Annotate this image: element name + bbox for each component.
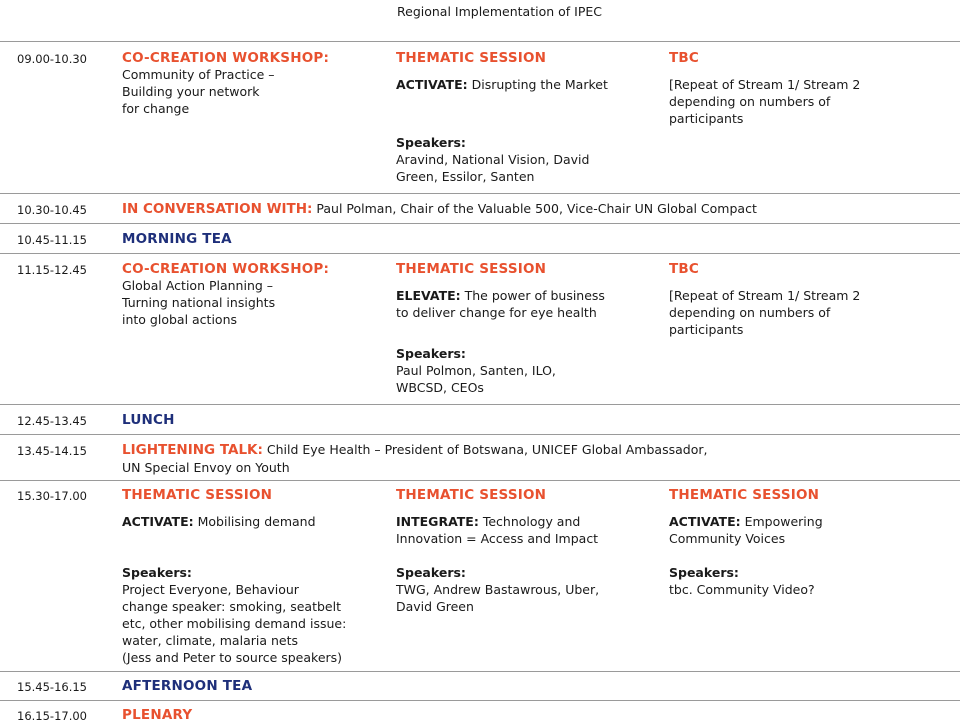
session-heading: THEMATIC SESSION: [396, 261, 547, 277]
topic-text: The power of business to deliver change for eye health: [396, 288, 605, 320]
divider: [0, 480, 960, 481]
speakers-label: Speakers:: [122, 565, 192, 580]
topic-text: Empowering Community Voices: [669, 514, 823, 546]
session-heading: THEMATIC SESSION: [396, 50, 547, 66]
session-text: Child Eye Health – President of Botswana, UNICEF Global Ambassador,: [262, 442, 708, 457]
break-label: MORNING TEA: [122, 231, 232, 247]
session-heading: PLENARY: [122, 707, 193, 723]
topic-lead: INTEGRATE:: [396, 514, 479, 529]
session-heading: TBC: [669, 261, 700, 277]
session-topic: [669, 513, 823, 547]
session-line: [122, 201, 757, 217]
speakers-label: Speakers:: [396, 565, 466, 580]
session-heading: THEMATIC SESSION: [669, 487, 820, 503]
session-topic: [396, 287, 605, 321]
session-description: [Repeat of Stream 1/ Stream 2 depending on numbers of participants: [669, 77, 861, 126]
speakers-label: Speakers:: [396, 135, 466, 150]
topic-text: Disrupting the Market: [467, 77, 608, 92]
time-slot: 12.45-13.45: [17, 414, 87, 428]
speakers-list: TWG, Andrew Bastawrous, Uber, David Green: [396, 582, 600, 614]
topic-text: Technology and Innovation = Access and Impact: [396, 514, 599, 546]
divider: [0, 223, 960, 224]
break-label: LUNCH: [122, 412, 175, 428]
session-text-continued: UN Special Envoy on Youth: [122, 460, 290, 475]
break-label: AFTERNOON TEA: [122, 678, 253, 694]
session-description: Global Action Planning – Turning national insights into global actions: [122, 278, 276, 327]
session-description: Community of Practice – Building your network for change: [122, 67, 275, 116]
topic-lead: ELEVATE:: [396, 288, 461, 303]
divider: [0, 434, 960, 435]
divider: [0, 193, 960, 194]
time-slot: 15.30-17.00: [17, 489, 87, 503]
session-description: [Repeat of Stream 1/ Stream 2 depending on numbers of participants: [669, 288, 861, 337]
speakers-list: Project Everyone, Behaviour change speaker: smoking, seatbelt etc, other mobilising demand issue: water, climate, malaria nets (Jess and Peter to source speakers): [122, 582, 347, 665]
session-topic: [396, 76, 608, 93]
time-slot: 10.45-11.15: [17, 233, 87, 247]
topic-lead: ACTIVATE:: [122, 514, 194, 529]
session-heading: TBC: [669, 50, 700, 66]
topic-lead: ACTIVATE:: [669, 514, 741, 529]
session-heading: CO-CREATION WORKSHOP:: [122, 50, 330, 66]
speakers-label: Speakers:: [669, 565, 739, 580]
session-topic: [122, 513, 316, 530]
topic-lead: ACTIVATE:: [396, 77, 468, 92]
session-heading: THEMATIC SESSION: [396, 487, 547, 503]
time-slot: 11.15-12.45: [17, 263, 87, 277]
speakers-list: Paul Polmon, Santen, ILO, WBCSD, CEOs: [396, 363, 556, 395]
session-label: IN CONVERSATION WITH:: [122, 201, 313, 217]
speakers-label: Speakers:: [396, 346, 466, 361]
session-line: [122, 442, 707, 458]
divider: [0, 404, 960, 405]
time-slot: 10.30-10.45: [17, 203, 87, 217]
time-slot: 13.45-14.15: [17, 444, 87, 458]
divider: [0, 671, 960, 672]
session-topic: [396, 513, 598, 547]
topic-text: Mobilising demand: [193, 514, 316, 529]
session-heading: CO-CREATION WORKSHOP:: [122, 261, 330, 277]
header-fragment: Regional Implementation of IPEC: [397, 4, 602, 19]
divider: [0, 700, 960, 701]
time-slot: 16.15-17.00: [17, 709, 87, 723]
session-text: Paul Polman, Chair of the Valuable 500, Vice-Chair UN Global Compact: [312, 201, 757, 216]
session-label: LIGHTENING TALK:: [122, 442, 263, 458]
speakers-list: tbc. Community Video?: [669, 582, 815, 597]
speakers-list: Aravind, National Vision, David Green, Essilor, Santen: [396, 152, 590, 184]
divider: [0, 253, 960, 254]
session-heading: THEMATIC SESSION: [122, 487, 273, 503]
time-slot: 15.45-16.15: [17, 680, 87, 694]
time-slot: 09.00-10.30: [17, 52, 87, 66]
divider: [0, 41, 960, 42]
